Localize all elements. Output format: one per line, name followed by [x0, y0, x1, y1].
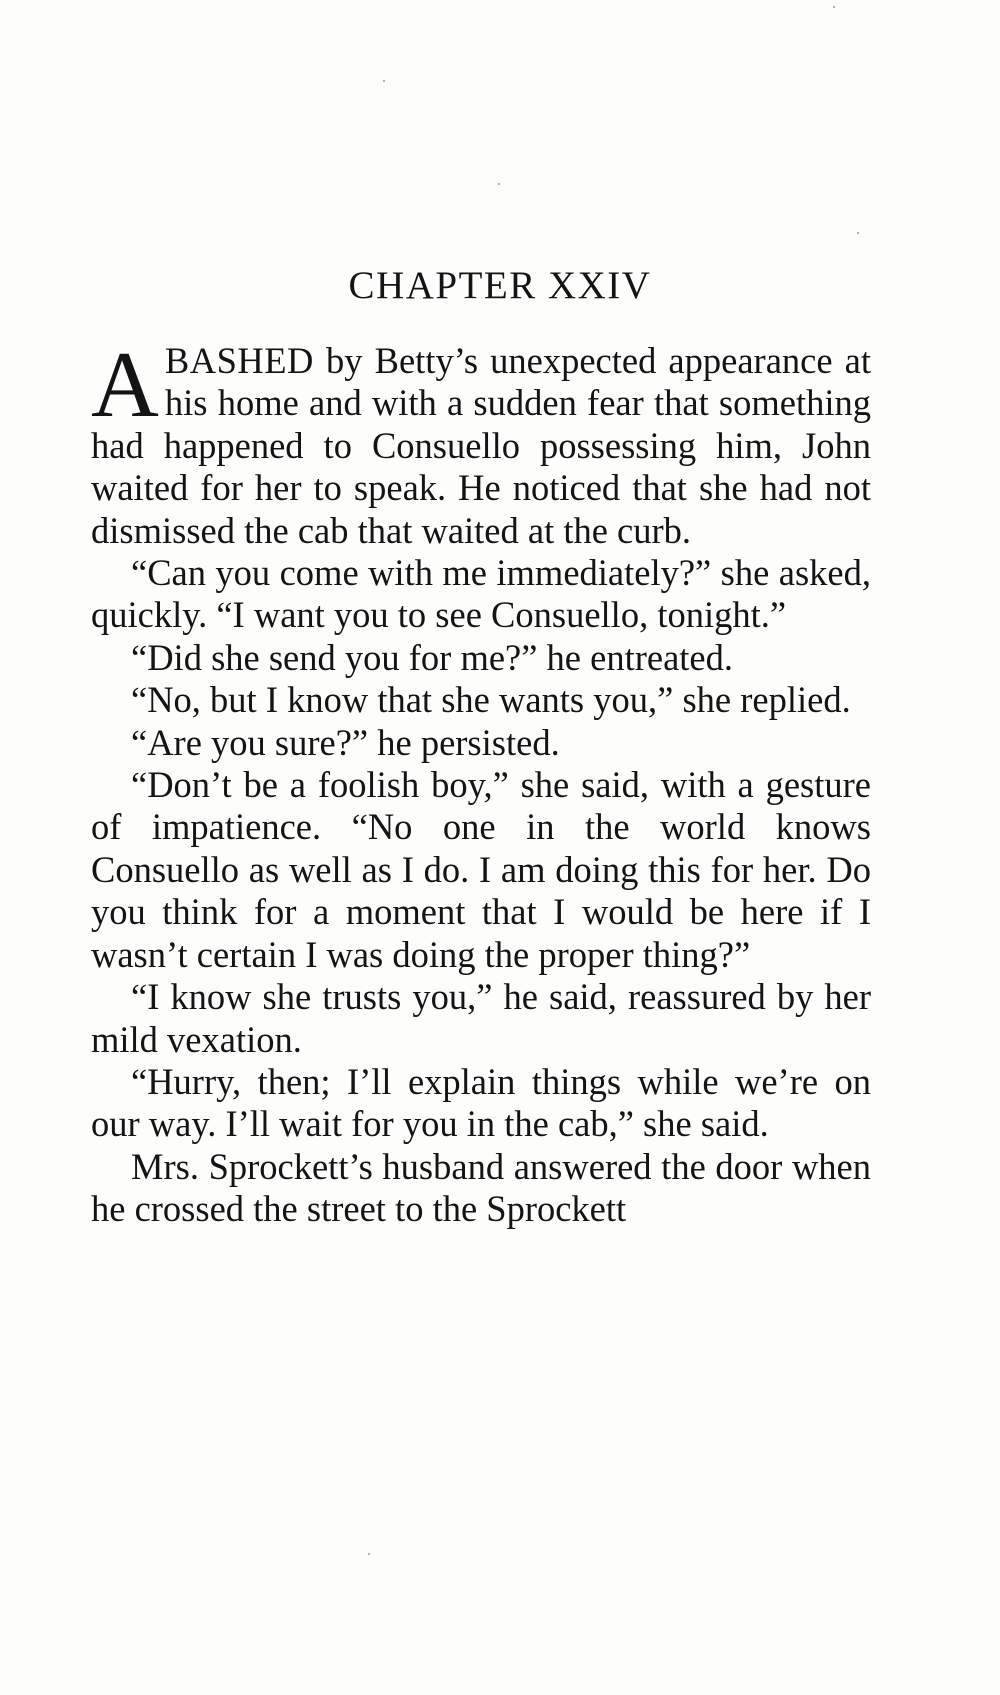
lead-caps: BASHED: [164, 340, 314, 381]
paragraph: “Don’t be a foolish boy,” she said, with a gesture of impatience. “No one in the world knows Consuello as well as I do. I am doing this for her. Do you think for a moment that I would be here if I wasn’t certain I was doing the proper thing?”: [91, 764, 871, 975]
chapter-body: [91, 333, 871, 1231]
paper-speck: [498, 183, 500, 185]
paragraph: “Did she send you for me?” he entreated.: [131, 636, 734, 678]
chapter-title: CHAPTER XXIV: [348, 264, 652, 307]
paper-speck: [368, 1553, 370, 1555]
paragraph: “Are you sure?” he persisted.: [131, 721, 560, 763]
paper-speck: [857, 232, 859, 234]
drop-cap: A: [91, 333, 159, 437]
paragraph: “No, but I know that she wants you,” she replied.: [131, 679, 851, 721]
paragraph: “Can you come with me immediately?” she asked, quickly. “I want you to see Consuello, tonight.”: [91, 552, 871, 636]
paper-speck: [383, 80, 385, 82]
opening-text: by Betty’s unexpected appearance at his home and with a sudden fear that something had happened to Consuello possessing him, John waited for her to speak. He noticed that she had not dismissed the cab that waited at the curb.: [91, 340, 871, 551]
paper-speck: [833, 6, 835, 8]
paragraph: “Hurry, then; I’ll explain things while we’re on our way. I’ll wait for you in the cab,” she said.: [91, 1060, 871, 1145]
paragraph: “I know she trusts you,” he said, reassured by her mild vexation.: [91, 976, 871, 1060]
opening-paragraph: [91, 333, 871, 552]
paragraph: Mrs. Sprockett’s husband answered the door when he crossed the street to the Sprockett: [91, 1145, 871, 1230]
